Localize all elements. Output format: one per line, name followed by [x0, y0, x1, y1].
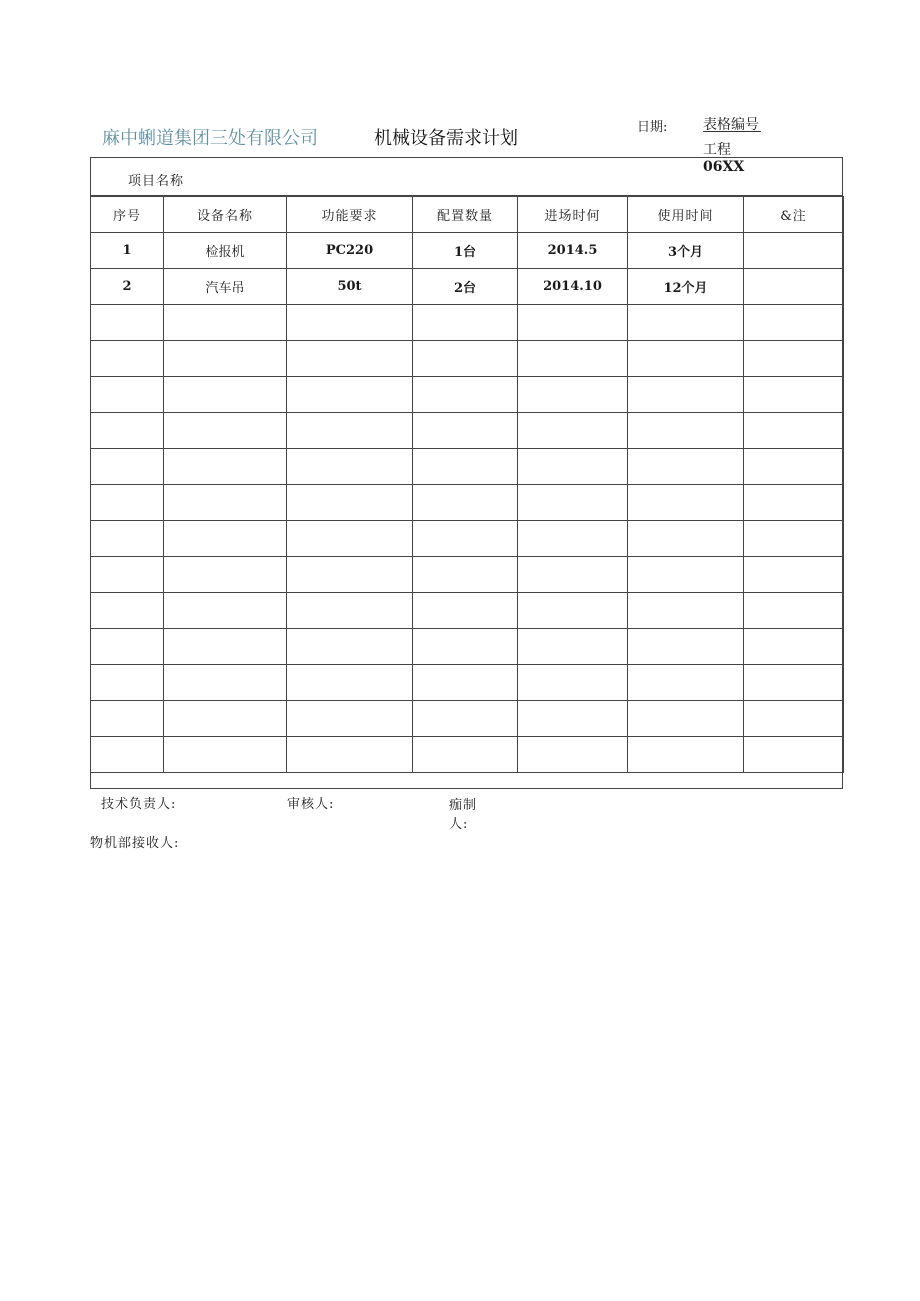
date-label: 日期:	[637, 120, 668, 135]
table-cell	[744, 305, 844, 341]
table-cell	[744, 449, 844, 485]
table-cell: 12个月	[628, 269, 744, 305]
table-cell	[413, 341, 518, 377]
table-cell	[413, 521, 518, 557]
table-cell: PC220	[287, 233, 413, 269]
receiver-label: 物机部接收人:	[90, 836, 180, 851]
header-usage-time: 使用时间	[628, 197, 744, 233]
table-cell	[518, 737, 628, 773]
table-cell: 2台	[413, 269, 518, 305]
table-cell	[413, 413, 518, 449]
header-quantity: 配置数量	[413, 197, 518, 233]
table-cell	[164, 449, 287, 485]
header-function-req: 功能要求	[287, 197, 413, 233]
table-cell	[413, 377, 518, 413]
table-cell: 3个月	[628, 233, 744, 269]
table-cell	[413, 593, 518, 629]
table-cell	[164, 305, 287, 341]
table-cell	[518, 629, 628, 665]
table-cell	[164, 665, 287, 701]
table-row	[91, 341, 844, 377]
table-cell	[628, 341, 744, 377]
table-row	[91, 629, 844, 665]
table-cell	[744, 737, 844, 773]
table-cell: 50t	[287, 269, 413, 305]
table-row	[91, 701, 844, 737]
header-remarks: &注	[744, 197, 844, 233]
table-cell	[91, 521, 164, 557]
preparer-label-1: 痂制	[449, 798, 478, 813]
table-cell	[164, 413, 287, 449]
table-cell	[164, 737, 287, 773]
table-cell: 1	[91, 233, 164, 269]
table-cell	[91, 413, 164, 449]
table-cell	[628, 305, 744, 341]
table-cell	[287, 341, 413, 377]
table-cell	[164, 593, 287, 629]
table-cell	[744, 377, 844, 413]
table-cell	[164, 701, 287, 737]
table-cell	[518, 557, 628, 593]
table-cell	[287, 449, 413, 485]
table-cell: 检报机	[164, 233, 287, 269]
table-cell	[413, 665, 518, 701]
table-row	[91, 269, 844, 305]
table-row	[91, 665, 844, 701]
table-cell	[518, 449, 628, 485]
table-cell	[518, 341, 628, 377]
company-name: 麻中蜊道集团三处有限公司	[102, 128, 318, 149]
table-cell	[91, 305, 164, 341]
table-cell	[164, 521, 287, 557]
table-cell	[628, 701, 744, 737]
table-cell	[91, 557, 164, 593]
table-row	[91, 521, 844, 557]
form-number-label: 表格编号	[703, 117, 759, 133]
table-cell	[628, 665, 744, 701]
table-cell	[518, 413, 628, 449]
table-cell: 1台	[413, 233, 518, 269]
table-cell	[744, 341, 844, 377]
table-cell	[628, 557, 744, 593]
table-cell	[628, 449, 744, 485]
table-cell	[287, 377, 413, 413]
table-cell	[91, 629, 164, 665]
table-cell	[91, 737, 164, 773]
table-cell: 2014.10	[518, 269, 628, 305]
table-cell	[413, 557, 518, 593]
tech-lead-label: 技术负责人:	[101, 797, 177, 812]
table-header-row	[91, 197, 844, 233]
table-cell	[628, 629, 744, 665]
table-cell	[413, 449, 518, 485]
table-cell	[287, 629, 413, 665]
table-cell	[287, 593, 413, 629]
table-row	[91, 485, 844, 521]
table-cell	[744, 701, 844, 737]
table-cell	[518, 305, 628, 341]
table-cell	[287, 485, 413, 521]
table-cell	[518, 485, 628, 521]
table-cell	[413, 737, 518, 773]
table-cell	[628, 377, 744, 413]
table-cell	[628, 593, 744, 629]
table-cell	[287, 665, 413, 701]
header-equipment-name: 设备名称	[164, 197, 287, 233]
table-cell	[287, 557, 413, 593]
project-name-label: 项目名称	[128, 174, 185, 189]
table-cell	[628, 413, 744, 449]
table-row	[91, 377, 844, 413]
table-row	[91, 305, 844, 341]
table-cell: 汽车吊	[164, 269, 287, 305]
table-cell	[744, 413, 844, 449]
table-cell	[91, 593, 164, 629]
table-cell	[413, 485, 518, 521]
table-cell	[164, 377, 287, 413]
table-row	[91, 449, 844, 485]
table-cell	[287, 305, 413, 341]
table-cell	[744, 233, 844, 269]
table-row	[91, 737, 844, 773]
table-cell	[91, 449, 164, 485]
table-cell	[518, 377, 628, 413]
table-cell	[287, 737, 413, 773]
table-cell	[628, 737, 744, 773]
table-cell	[744, 521, 844, 557]
table-row	[91, 557, 844, 593]
table-cell	[287, 521, 413, 557]
table-cell	[413, 629, 518, 665]
table-cell	[744, 485, 844, 521]
table-cell	[164, 557, 287, 593]
table-cell	[744, 269, 844, 305]
form-number-value: 06XX	[703, 159, 745, 175]
table-cell	[91, 377, 164, 413]
table-cell	[518, 593, 628, 629]
project-type-label: 工程	[703, 142, 731, 158]
table-cell	[164, 341, 287, 377]
table-cell	[628, 521, 744, 557]
table-cell	[287, 413, 413, 449]
table-cell: 2	[91, 269, 164, 305]
table-cell	[91, 701, 164, 737]
table-cell	[413, 305, 518, 341]
equipment-table	[90, 196, 844, 773]
table-cell	[744, 593, 844, 629]
table-cell	[91, 485, 164, 521]
table-cell	[744, 665, 844, 701]
form-number-underline	[703, 131, 761, 132]
table-cell	[91, 665, 164, 701]
table-cell	[628, 485, 744, 521]
table-cell	[164, 629, 287, 665]
table-cell	[744, 629, 844, 665]
table-row	[91, 233, 844, 269]
table-cell	[287, 701, 413, 737]
table-cell	[164, 485, 287, 521]
table-cell	[518, 701, 628, 737]
project-name-row	[90, 157, 843, 196]
table-cell	[518, 665, 628, 701]
table-row	[91, 593, 844, 629]
reviewer-label: 审核人:	[287, 797, 335, 812]
table-cell	[518, 521, 628, 557]
preparer-label-2: 人:	[449, 817, 469, 832]
table-cell	[413, 701, 518, 737]
table-cell	[744, 557, 844, 593]
table-cell: 2014.5	[518, 233, 628, 269]
table-row	[91, 413, 844, 449]
header-seq: 序号	[91, 197, 164, 233]
document-title: 机械设备需求计划	[374, 128, 518, 149]
header-entry-time: 进场时何	[518, 197, 628, 233]
table-cell	[91, 341, 164, 377]
